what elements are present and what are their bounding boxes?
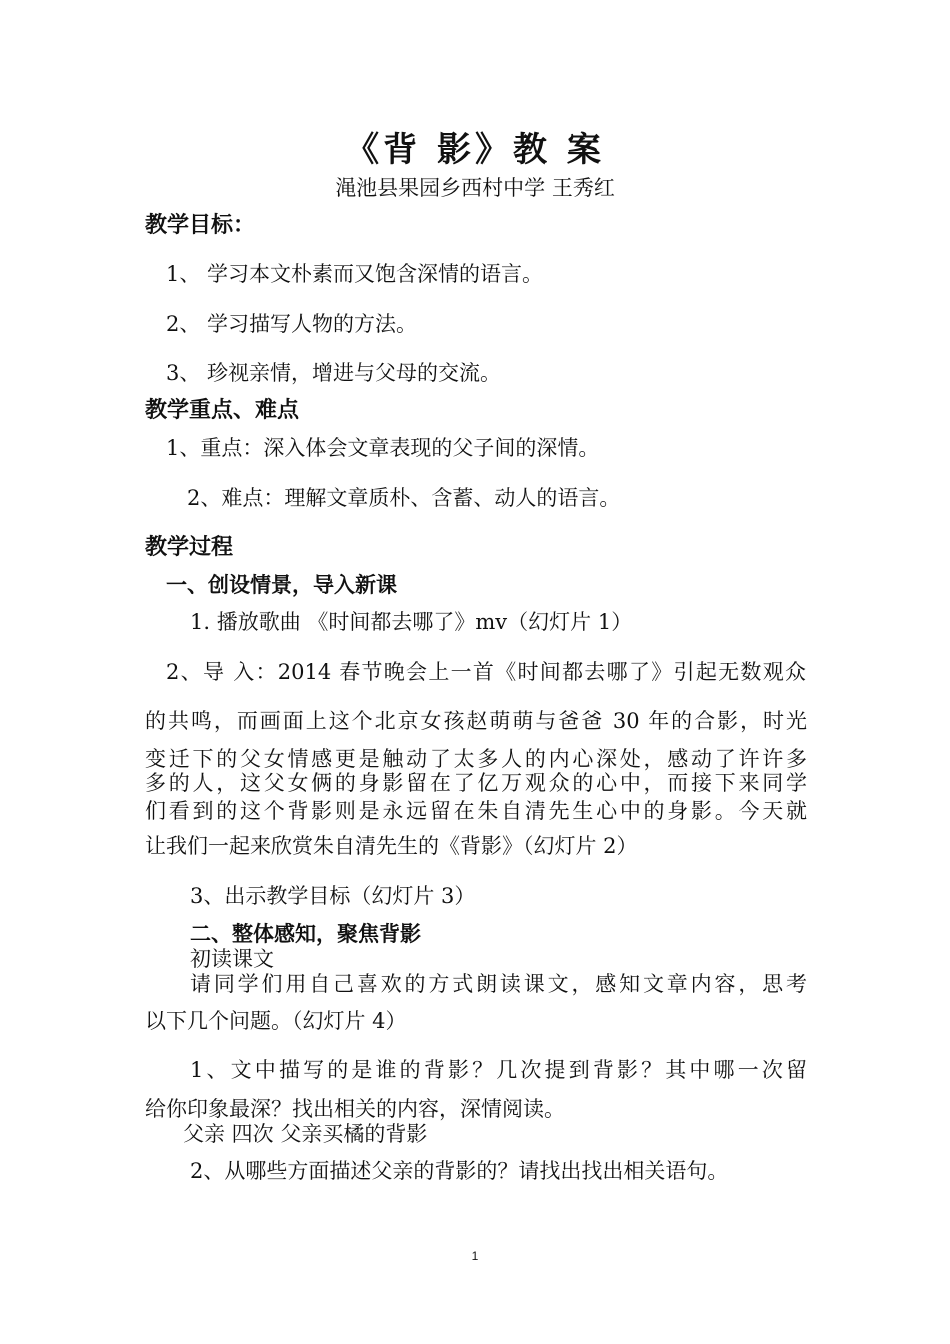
document-title: 《背 影》教 案 xyxy=(345,130,605,170)
goal-item-3: 3、 珍视亲情，增进与父母的交流。 xyxy=(166,361,502,385)
keypoints-heading: 教学重点、难点 xyxy=(145,398,300,423)
section1-item-1: 1. 播放歌曲 《时间都去哪了》mv（幻灯片 1） xyxy=(190,610,633,634)
intro-line-4: 多的人，这父女俩的身影留在了亿万观众的心中，而接下来同学 xyxy=(145,771,807,795)
goal-item-2: 2、 学习描写人物的方法。 xyxy=(166,312,418,336)
goal-item-1: 1、 学习本文朴素而又饱含深情的语言。 xyxy=(166,262,544,286)
section2-heading: 二、整体感知，聚焦背影 xyxy=(190,922,421,946)
section2-subheading: 初读课文 xyxy=(190,947,274,971)
section1-item-3: 3、出示教学目标（幻灯片 3） xyxy=(190,884,476,908)
intro-line-1: 2、导 入：2014 春节晚会上一首《时间都去哪了》引起无数观众 xyxy=(166,660,806,684)
intro-line-2: 的共鸣，而画面上这个北京女孩赵萌萌与爸爸 30 年的合影，时光 xyxy=(145,709,807,733)
author-line: 渑池县果园乡西村中学 王秀红 xyxy=(335,176,615,200)
question-1-line-2: 给你印象最深？找出相关的内容，深情阅读。 xyxy=(145,1097,565,1121)
intro-line-3: 变迁下的父女情感更是触动了太多人的内心深处，感动了许许多 xyxy=(145,747,807,771)
section2-intro-line-2: 以下几个问题。（幻灯片 4） xyxy=(145,1009,407,1033)
question-2: 2、从哪些方面描述父亲的背影的？请找出找出相关语句。 xyxy=(190,1159,729,1183)
process-heading: 教学过程 xyxy=(145,535,234,560)
intro-line-6: 让我们一起来欣赏朱自清先生的《背影》（幻灯片 2） xyxy=(145,834,638,858)
page-number: 1 xyxy=(471,1249,479,1263)
section2-intro-line-1: 请同学们用自己喜欢的方式朗读课文，感知文章内容，思考 xyxy=(190,972,807,996)
goals-heading: 教学目标： xyxy=(145,213,256,238)
question-1-line-1: 1、文中描写的是谁的背影？几次提到背影？其中哪一次留 xyxy=(190,1058,807,1082)
keypoint-item-1: 1、重点：深入体会文章表现的父子间的深情。 xyxy=(166,436,600,460)
section1-heading: 一、创设情景，导入新课 xyxy=(166,573,397,597)
keypoint-item-2: 2、难点：理解文章质朴、含蓄、动人的语言。 xyxy=(187,486,621,510)
answer-1: 父亲 四次 父亲买橘的背影 xyxy=(183,1122,428,1146)
intro-line-5: 们看到的这个背影则是永远留在朱自清先生心中的身影。今天就 xyxy=(145,799,807,823)
